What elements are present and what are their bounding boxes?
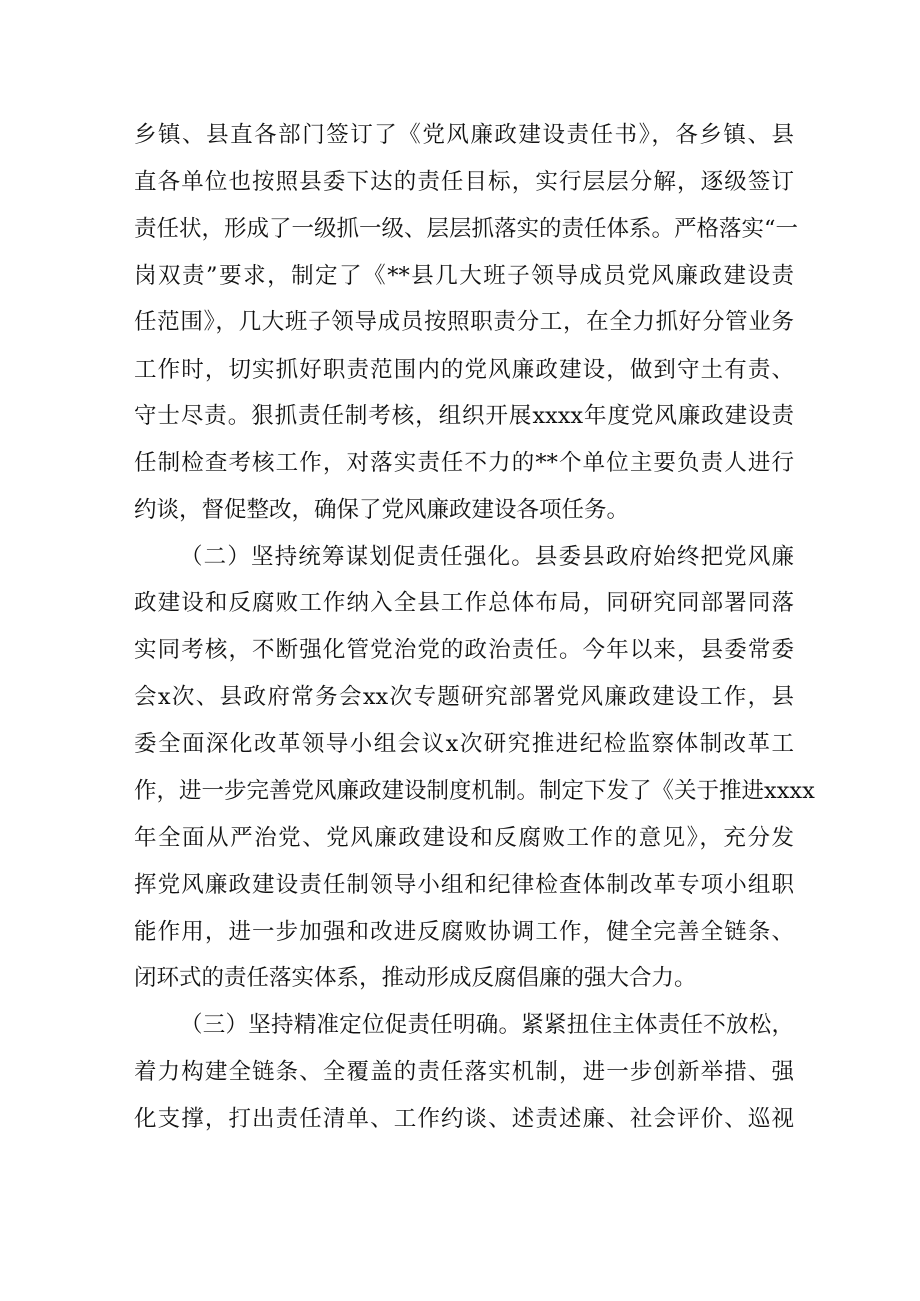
text-line: 年全面从严治党、党风廉政建设和反腐败工作的意见》，充分发 [134,825,794,851]
text-line: 委全面深化改革领导小组会议x次研究推进纪检监察体制改革工 [134,731,794,757]
text-line: 挥党风廉政建设责任制领导小组和纪律检查体制改革专项小组职 [134,872,794,898]
text-line: 守士尽责。狠抓责任制考核，组织开展xxxx年度党风廉政建设责 [134,403,794,429]
text-line: 闭环式的责任落实体系，推动形成反腐倡廉的强大合力。 [134,965,697,991]
text-line: 任制检查考核工作，对落实责任不力的**个单位主要负责人进行 [134,450,794,476]
text-line: 责任状，形成了一级抓一级、层层抓落实的责任体系。严格落实“一 [134,216,799,242]
section-heading-line: （三）坚持精准定位促责任明确。紧紧扭住主体责任不放松， [180,1012,794,1038]
text-line: 能作用，进一步加强和改进反腐败协调工作，健全完善全链条、 [134,919,794,945]
text-line: 直各单位也按照县委下达的责任目标，实行层层分解，逐级签订 [134,169,794,195]
text-line: 乡镇、县直各部门签订了《党风廉政建设责任书》，各乡镇、县 [134,122,794,148]
text-line: 着力构建全链条、全覆盖的责任落实机制，进一步创新举措、强 [134,1059,794,1085]
text-line: 作，进一步完善党风廉政建设制度机制。制定下发了《关于推进xxxx [134,778,815,804]
text-line: 工作时，切实抓好职责范围内的党风廉政建设，做到守土有责、 [134,357,794,383]
text-line: 会x次、县政府常务会xx次专题研究部署党风廉政建设工作，县 [134,684,794,710]
text-line: 实同考核，不断强化管党治党的政治责任。今年以来，县委常委 [134,637,794,663]
text-line: 任范围》，几大班子领导成员按照职责分工，在全力抓好分管业务 [134,309,794,335]
section-heading-line: （二）坚持统筹谋划促责任强化。县委县政府始终把党风廉 [180,544,794,570]
text-line: 化支撑，打出责任清单、工作约谈、述责述廉、社会评价、巡视 [134,1106,794,1132]
text-line: 岗双责”要求，制定了《**县几大班子领导成员党风廉政建设责 [134,263,794,289]
text-line: 约谈，督促整改，确保了党风廉政建设各项任务。 [134,497,630,523]
text-line: 政建设和反腐败工作纳入全县工作总体布局，同研究同部署同落 [134,590,794,616]
